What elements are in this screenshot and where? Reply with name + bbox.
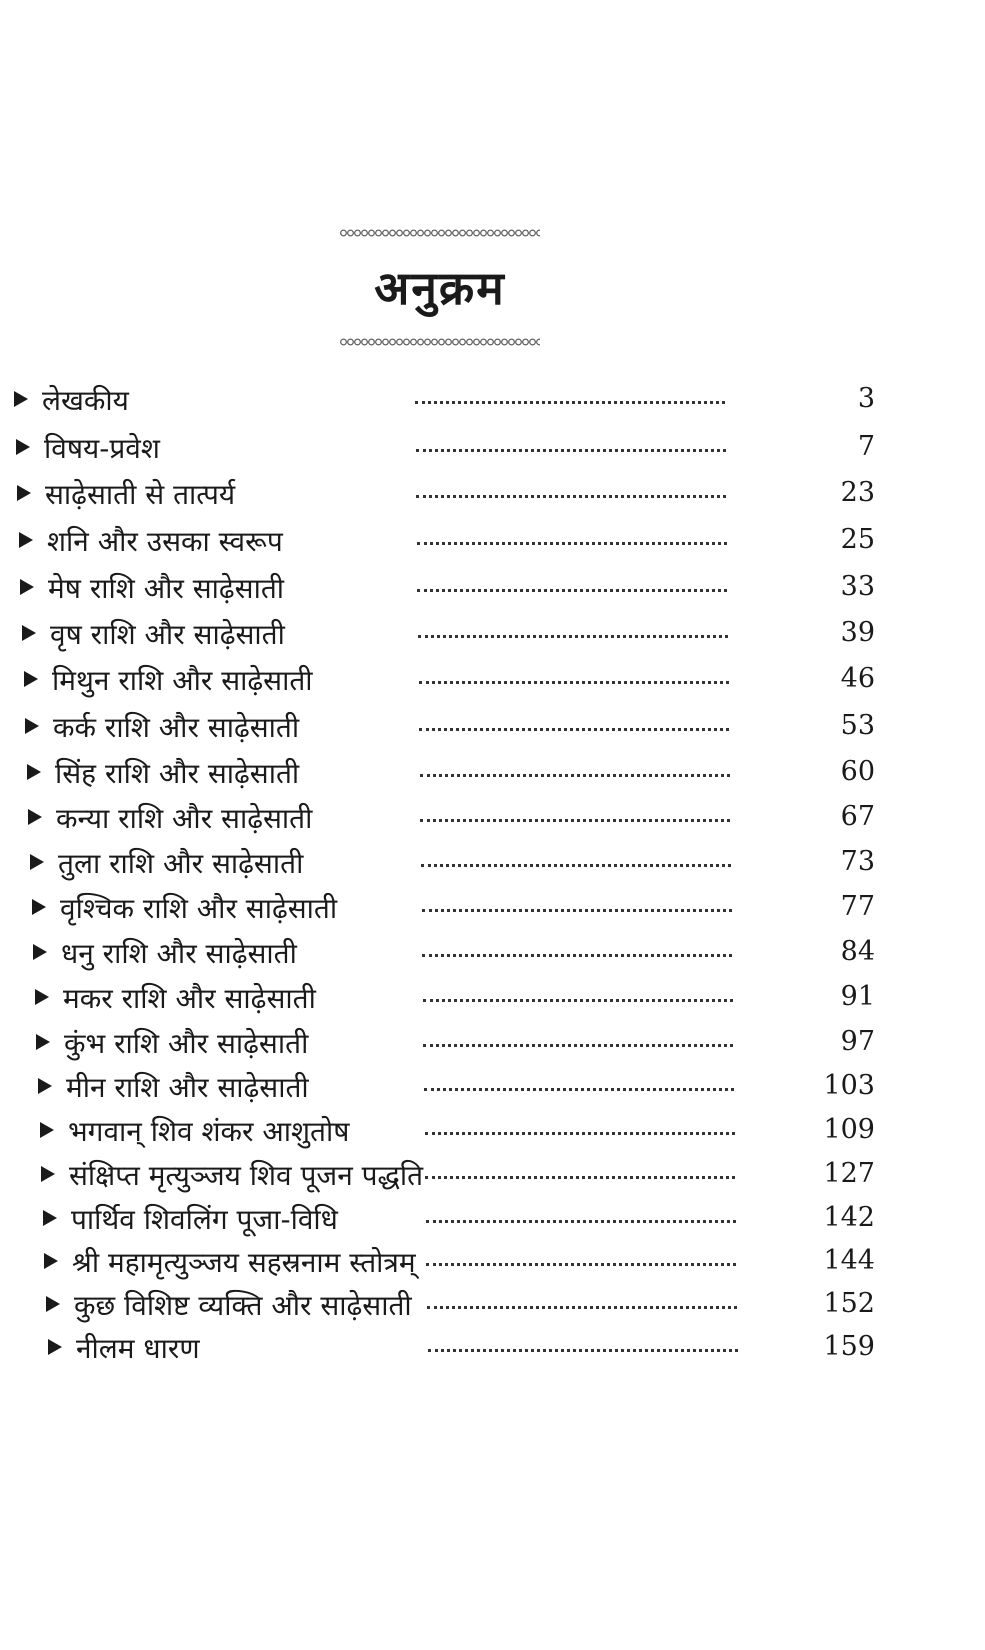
toc-entry	[0, 609, 985, 655]
bullet-arrow-icon	[24, 671, 38, 687]
toc-entry	[0, 702, 985, 748]
toc-entry	[0, 1194, 985, 1237]
toc-entry	[0, 1106, 985, 1150]
toc-entry-title: मिथुन राशि और साढ़ेसाती	[52, 664, 313, 697]
toc-entry-page-number: 144	[823, 1245, 875, 1276]
toc-entry-title: नीलम धारण	[76, 1332, 200, 1365]
toc-entry-page-number: 23	[840, 477, 875, 508]
dot-leader	[425, 1176, 735, 1179]
toc-entry-page-number: 73	[840, 846, 875, 877]
toc-entry-title: मेष राशि और साढ़ेसाती	[48, 572, 285, 605]
toc-entry-page-number: 159	[823, 1331, 875, 1362]
dot-leader	[417, 589, 727, 592]
bullet-arrow-icon	[22, 625, 36, 641]
bullet-arrow-icon	[27, 764, 41, 780]
toc-entry-title: लेखकीय	[42, 384, 129, 417]
dot-leader	[426, 1220, 736, 1223]
dot-leader	[426, 1263, 736, 1266]
toc-entry	[0, 1062, 985, 1106]
bullet-arrow-icon	[40, 1122, 54, 1138]
toc-entry	[0, 1323, 985, 1366]
bullet-arrow-icon	[36, 1034, 50, 1050]
dot-leader	[420, 774, 730, 777]
toc-entry-title: तुला राशि और साढ़ेसाती	[58, 847, 304, 880]
toc-entry	[0, 1280, 985, 1323]
toc-entry	[0, 375, 985, 423]
bullet-arrow-icon	[28, 809, 42, 825]
bullet-arrow-icon	[19, 532, 33, 548]
toc-entry-page-number: 46	[840, 663, 875, 694]
toc-entry-title: विषय-प्रवेश	[44, 432, 160, 465]
toc-entry-page-number: 7	[857, 431, 875, 462]
dot-leader	[423, 999, 733, 1002]
toc-entry-title: कर्क राशि और साढ़ेसाती	[53, 711, 300, 744]
toc-entry-page-number: 84	[840, 936, 875, 967]
dot-leader	[419, 728, 729, 731]
bullet-arrow-icon	[43, 1210, 57, 1226]
bullet-arrow-icon	[35, 989, 49, 1005]
dot-leader	[428, 1349, 738, 1352]
dot-leader	[418, 635, 728, 638]
toc-entry	[0, 883, 985, 928]
dot-leader	[425, 1132, 735, 1135]
toc-entry-title: संक्षिप्त मृत्युञ्जय शिव पूजन पद्धति	[69, 1159, 424, 1192]
toc-entry	[0, 516, 985, 563]
bullet-arrow-icon	[17, 485, 31, 501]
toc-entry-title: वृश्चिक राशि और साढ़ेसाती	[60, 892, 338, 925]
toc-entry-page-number: 60	[840, 756, 875, 787]
page-title: अनुक्रम	[374, 261, 506, 315]
dot-leader	[420, 819, 730, 822]
table-of-contents	[0, 375, 985, 1366]
bullet-arrow-icon	[44, 1253, 58, 1269]
dot-leader	[427, 1306, 737, 1309]
toc-entry	[0, 1150, 985, 1194]
toc-entry-title: मकर राशि और साढ़ेसाती	[63, 982, 316, 1015]
dot-leader	[417, 542, 727, 545]
dot-leader	[423, 1044, 733, 1047]
toc-entry	[0, 563, 985, 609]
toc-entry-title: श्री महामृत्युञ्जय सहस्रनाम स्तोत्रम्	[72, 1246, 416, 1279]
dot-leader	[419, 681, 729, 684]
toc-entry-page-number: 97	[840, 1026, 875, 1057]
toc-entry-page-number: 127	[823, 1158, 875, 1189]
toc-entry-page-number: 152	[823, 1288, 875, 1319]
toc-entry-title: वृष राशि और साढ़ेसाती	[50, 618, 285, 651]
toc-entry-title: कन्या राशि और साढ़ेसाती	[56, 802, 313, 835]
toc-entry-title: धनु राशि और साढ़ेसाती	[61, 937, 297, 970]
bullet-arrow-icon	[30, 854, 44, 870]
dot-leader	[422, 909, 732, 912]
bullet-arrow-icon	[48, 1339, 62, 1355]
dot-leader	[422, 954, 732, 957]
toc-entry-title: कुछ विशिष्ट व्यक्ति और साढ़ेसाती	[74, 1289, 412, 1322]
dot-leader	[424, 1088, 734, 1091]
toc-entry	[0, 973, 985, 1018]
toc-entry-page-number: 77	[840, 891, 875, 922]
toc-entry-page-number: 3	[857, 383, 875, 414]
toc-entry-title: मीन राशि और साढ़ेसाती	[66, 1071, 309, 1104]
toc-entry-title: सिंह राशि और साढ़ेसाती	[55, 757, 300, 790]
toc-entry-page-number: 39	[840, 617, 875, 648]
bullet-arrow-icon	[25, 718, 39, 734]
toc-entry-page-number: 142	[823, 1202, 875, 1233]
toc-entry-title: शनि और उसका स्वरूप	[47, 525, 283, 558]
bullet-arrow-icon	[41, 1166, 55, 1182]
toc-entry-page-number: 109	[823, 1114, 875, 1145]
toc-entry	[0, 838, 985, 883]
dot-leader	[416, 495, 726, 498]
bullet-arrow-icon	[20, 579, 34, 595]
toc-entry-page-number: 91	[840, 981, 875, 1012]
dot-leader	[415, 401, 725, 404]
toc-entry-page-number: 33	[840, 571, 875, 602]
dot-leader	[416, 449, 726, 452]
toc-entry-title: भगवान् शिव शंकर आशुतोष	[68, 1115, 350, 1148]
toc-entry-page-number: 53	[840, 710, 875, 741]
toc-entry	[0, 928, 985, 973]
toc-entry-page-number: 103	[823, 1070, 875, 1101]
bullet-arrow-icon	[38, 1078, 52, 1094]
toc-entry	[0, 423, 985, 469]
toc-entry	[0, 469, 985, 516]
title-ornament-top	[340, 228, 540, 238]
toc-entry	[0, 1018, 985, 1062]
toc-entry-page-number: 67	[840, 801, 875, 832]
bullet-arrow-icon	[14, 391, 28, 407]
toc-entry	[0, 793, 985, 838]
toc-entry	[0, 748, 985, 793]
toc-entry	[0, 1237, 985, 1280]
bullet-arrow-icon	[16, 439, 30, 455]
toc-entry-page-number: 25	[840, 524, 875, 555]
bullet-arrow-icon	[46, 1296, 60, 1312]
dot-leader	[421, 864, 731, 867]
toc-entry-title: पार्थिव शिवलिंग पूजा-विधि	[71, 1203, 338, 1236]
bullet-arrow-icon	[33, 944, 47, 960]
bullet-arrow-icon	[32, 899, 46, 915]
toc-entry-title: कुंभ राशि और साढ़ेसाती	[64, 1027, 309, 1060]
toc-entry	[0, 655, 985, 702]
title-ornament-bottom	[340, 337, 540, 347]
toc-entry-title: साढ़ेसाती से तात्पर्य	[45, 478, 236, 511]
